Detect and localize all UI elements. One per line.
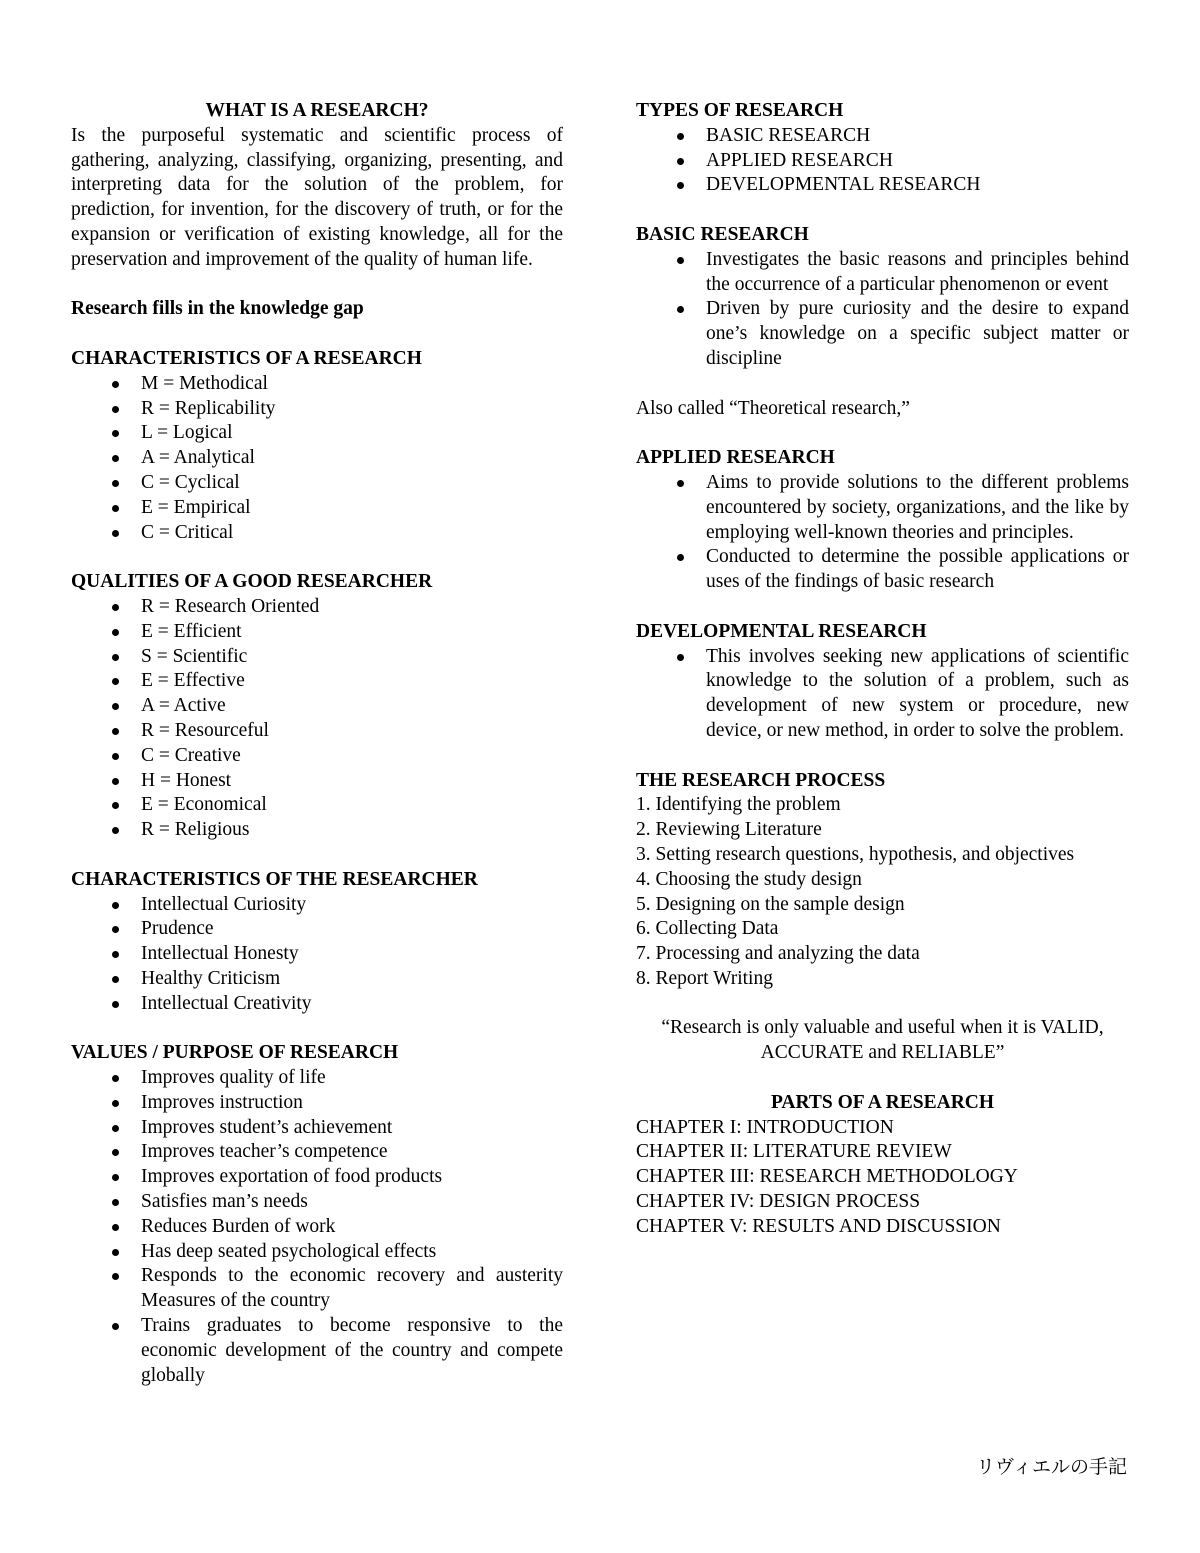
list-item-text: H = Honest bbox=[141, 769, 232, 791]
list-item-text: DEVELOPMENTAL RESEARCH bbox=[706, 174, 981, 196]
list-item-text: Has deep seated psychological effects bbox=[141, 1240, 437, 1262]
knowledge-gap-text: Research fills in the knowledge gap bbox=[71, 298, 364, 320]
list-line: 1. Identifying the problem bbox=[636, 794, 841, 816]
characteristics-title: CHARACTERISTICS OF A RESEARCH bbox=[71, 347, 422, 369]
applied-list bbox=[636, 471, 1129, 595]
list-line: 5. Designing on the sample design bbox=[636, 893, 905, 915]
list-item bbox=[71, 744, 563, 769]
list-item bbox=[71, 471, 563, 496]
list-item bbox=[636, 297, 1129, 371]
list-item-text: This involves seeking new applications of scientific knowledge to the solution of a problem, such as development of new system or procedure, new device, or new method, in order to solve the problem. bbox=[706, 645, 1129, 741]
bullet-icon bbox=[112, 728, 119, 735]
list-item-text: Improves exportation of food products bbox=[141, 1166, 443, 1188]
qualities-title: QUALITIES OF A GOOD RESEARCHER bbox=[71, 571, 433, 593]
bullet-icon bbox=[112, 902, 119, 909]
values-list bbox=[71, 1066, 563, 1388]
list-item-text: Intellectual Honesty bbox=[141, 943, 299, 965]
list-item bbox=[636, 248, 1129, 298]
bullet-icon bbox=[112, 430, 119, 437]
list-line: 4. Choosing the study design bbox=[636, 868, 862, 890]
list-item bbox=[71, 421, 563, 446]
bullet-icon bbox=[677, 654, 684, 661]
research-quote: “Research is only valuable and useful when it is VALID, ACCURATE and RELIABLE” bbox=[661, 1017, 1104, 1064]
list-item bbox=[636, 149, 1129, 174]
bullet-icon bbox=[112, 678, 119, 685]
list-item-text: A = Analytical bbox=[141, 447, 255, 469]
list-item bbox=[71, 694, 563, 719]
list-item bbox=[71, 893, 563, 918]
list-item bbox=[71, 942, 563, 967]
what-is-body: Is the purposeful systematic and scientific process of gathering, analyzing, classifying, organizing, presenting, and interpreting data for the solution of the problem, for prediction, for invention, for the discovery of truth, or for the expansion or verification of existing knowledge, all for the preservation and improvement of the quality of human life. bbox=[71, 124, 563, 270]
list-item bbox=[71, 521, 563, 546]
list-item bbox=[71, 1091, 563, 1116]
list-item-text: C = Cyclical bbox=[141, 471, 240, 493]
list-item-text: BASIC RESEARCH bbox=[706, 124, 871, 146]
bullet-icon bbox=[112, 604, 119, 611]
list-line: CHAPTER III: RESEARCH METHODOLOGY bbox=[636, 1166, 1018, 1188]
list-line: 3. Setting research questions, hypothesis, and objectives bbox=[636, 843, 1075, 865]
bullet-icon bbox=[677, 554, 684, 561]
list-item-text: A = Active bbox=[141, 695, 226, 717]
list-item-text: Improves student’s achievement bbox=[141, 1116, 393, 1138]
list-item-text: Prudence bbox=[141, 918, 214, 940]
bullet-icon bbox=[112, 753, 119, 760]
list-item-text: Investigates the basic reasons and principles behind the occurrence of a particular phenomenon or event bbox=[706, 248, 1129, 295]
bullet-icon bbox=[112, 802, 119, 809]
values-title: VALUES / PURPOSE OF RESEARCH bbox=[71, 1042, 399, 1064]
list-item-text: Intellectual Creativity bbox=[141, 992, 312, 1014]
list-item bbox=[71, 1215, 563, 1240]
list-item bbox=[636, 645, 1129, 744]
process-title: THE RESEARCH PROCESS bbox=[636, 769, 886, 791]
list-item-text: Responds to the economic recovery and austerity Measures of the country bbox=[141, 1265, 563, 1312]
list-item-text: C = Critical bbox=[141, 521, 234, 543]
list-item bbox=[71, 645, 563, 670]
list-line: CHAPTER I: INTRODUCTION bbox=[636, 1116, 894, 1138]
list-item bbox=[71, 793, 563, 818]
bullet-icon bbox=[112, 703, 119, 710]
qualities-list bbox=[71, 595, 563, 843]
bullet-icon bbox=[112, 1199, 119, 1206]
characteristics-list bbox=[71, 372, 563, 546]
list-item-text: Improves quality of life bbox=[141, 1067, 326, 1089]
list-item-text: Healthy Criticism bbox=[141, 967, 281, 989]
list-item bbox=[71, 1165, 563, 1190]
author-mark: リヴィエルの手記 bbox=[976, 1456, 1127, 1478]
list-item bbox=[71, 397, 563, 422]
developmental-list bbox=[636, 645, 1129, 744]
list-item bbox=[636, 471, 1129, 545]
list-item bbox=[636, 545, 1129, 595]
parts-list bbox=[636, 1116, 1129, 1240]
list-line: CHAPTER IV: DESIGN PROCESS bbox=[636, 1191, 921, 1213]
list-item bbox=[71, 372, 563, 397]
bullet-icon bbox=[112, 1174, 119, 1181]
bullet-icon bbox=[112, 654, 119, 661]
list-item-text: R = Research Oriented bbox=[141, 595, 320, 617]
list-item-text: Improves teacher’s competence bbox=[141, 1141, 388, 1163]
right-column bbox=[636, 99, 1129, 1240]
bullet-icon bbox=[112, 951, 119, 958]
list-item-text: E = Empirical bbox=[141, 496, 251, 518]
applied-title: APPLIED RESEARCH bbox=[636, 447, 835, 469]
bullet-icon bbox=[677, 182, 684, 189]
types-list bbox=[636, 124, 1129, 198]
bullet-icon bbox=[112, 1001, 119, 1008]
what-is-title: WHAT IS A RESEARCH? bbox=[205, 100, 429, 121]
list-item bbox=[71, 992, 563, 1017]
list-item bbox=[71, 1140, 563, 1165]
list-item-text: Reduces Burden of work bbox=[141, 1215, 336, 1237]
bullet-icon bbox=[112, 455, 119, 462]
list-item bbox=[636, 173, 1129, 198]
list-item bbox=[71, 620, 563, 645]
list-item-text: Improves instruction bbox=[141, 1091, 303, 1113]
bullet-icon bbox=[112, 1249, 119, 1256]
list-item-text: R = Resourceful bbox=[141, 719, 269, 741]
bullet-icon bbox=[677, 306, 684, 313]
list-item-text: Satisfies man’s needs bbox=[141, 1191, 308, 1213]
list-item-text: Conducted to determine the possible applications or uses of the findings of basic research bbox=[706, 546, 1129, 593]
list-item bbox=[71, 1190, 563, 1215]
basic-title: BASIC RESEARCH bbox=[636, 223, 809, 245]
list-item bbox=[71, 595, 563, 620]
bullet-icon bbox=[112, 629, 119, 636]
list-item-text: Trains graduates to become responsive to the economic development of the country and compete globally bbox=[141, 1315, 563, 1386]
researcher-list bbox=[71, 893, 563, 1017]
list-item-text: Driven by pure curiosity and the desire to expand one’s knowledge on a specific subject matter or discipline bbox=[706, 298, 1129, 369]
bullet-icon bbox=[112, 530, 119, 537]
basic-list bbox=[636, 248, 1129, 372]
list-item-text: M = Methodical bbox=[141, 372, 268, 394]
list-line: CHAPTER V: RESULTS AND DISCUSSION bbox=[636, 1215, 1001, 1237]
list-item bbox=[71, 769, 563, 794]
bullet-icon bbox=[677, 133, 684, 140]
list-item-text: R = Replicability bbox=[141, 397, 276, 419]
bullet-icon bbox=[112, 827, 119, 834]
list-item bbox=[71, 719, 563, 744]
list-item bbox=[71, 1240, 563, 1265]
list-item bbox=[71, 967, 563, 992]
process-steps bbox=[636, 793, 1129, 991]
list-item bbox=[71, 496, 563, 521]
bullet-icon bbox=[112, 1323, 119, 1330]
list-item-text: S = Scientific bbox=[141, 645, 248, 667]
bullet-icon bbox=[677, 257, 684, 264]
list-item bbox=[71, 1066, 563, 1091]
basic-note: Also called “Theoretical research,” bbox=[636, 397, 910, 419]
bullet-icon bbox=[112, 1273, 119, 1280]
list-item bbox=[71, 1264, 563, 1314]
list-item bbox=[71, 818, 563, 843]
list-item-text: C = Creative bbox=[141, 744, 241, 766]
list-item bbox=[636, 124, 1129, 149]
bullet-icon bbox=[112, 778, 119, 785]
bullet-icon bbox=[112, 926, 119, 933]
bullet-icon bbox=[112, 1224, 119, 1231]
list-item-text: R = Religious bbox=[141, 819, 250, 841]
bullet-icon bbox=[112, 505, 119, 512]
researcher-title: CHARACTERISTICS OF THE RESEARCHER bbox=[71, 868, 478, 890]
bullet-icon bbox=[677, 158, 684, 165]
list-item bbox=[71, 1314, 563, 1388]
bullet-icon bbox=[112, 406, 119, 413]
list-item bbox=[71, 669, 563, 694]
bullet-icon bbox=[112, 1149, 119, 1156]
list-item bbox=[71, 1116, 563, 1141]
bullet-icon bbox=[112, 381, 119, 388]
list-item-text: E = Effective bbox=[141, 670, 245, 692]
bullet-icon bbox=[112, 1125, 119, 1132]
parts-title: PARTS OF A RESEARCH bbox=[770, 1091, 995, 1113]
list-item bbox=[71, 446, 563, 471]
bullet-icon bbox=[677, 480, 684, 487]
bullet-icon bbox=[112, 480, 119, 487]
list-item-text: Intellectual Curiosity bbox=[141, 893, 307, 915]
list-line: CHAPTER II: LITERATURE REVIEW bbox=[636, 1141, 952, 1163]
bullet-icon bbox=[112, 1075, 119, 1082]
list-item-text: E = Efficient bbox=[141, 620, 242, 642]
types-title: TYPES OF RESEARCH bbox=[636, 100, 844, 121]
list-item-text: L = Logical bbox=[141, 422, 233, 444]
developmental-title: DEVELOPMENTAL RESEARCH bbox=[636, 620, 927, 642]
list-line: 7. Processing and analyzing the data bbox=[636, 943, 920, 965]
list-item bbox=[71, 917, 563, 942]
left-column bbox=[71, 99, 563, 1388]
list-item-text: E = Economical bbox=[141, 794, 267, 816]
list-line: 8. Report Writing bbox=[636, 967, 773, 989]
list-line: 2. Reviewing Literature bbox=[636, 819, 822, 841]
list-item-text: APPLIED RESEARCH bbox=[706, 149, 893, 171]
bullet-icon bbox=[112, 976, 119, 983]
bullet-icon bbox=[112, 1100, 119, 1107]
list-line: 6. Collecting Data bbox=[636, 918, 779, 940]
list-item-text: Aims to provide solutions to the different problems encountered by society, organizations, and the like by employing well-known theories and principles. bbox=[706, 471, 1129, 543]
